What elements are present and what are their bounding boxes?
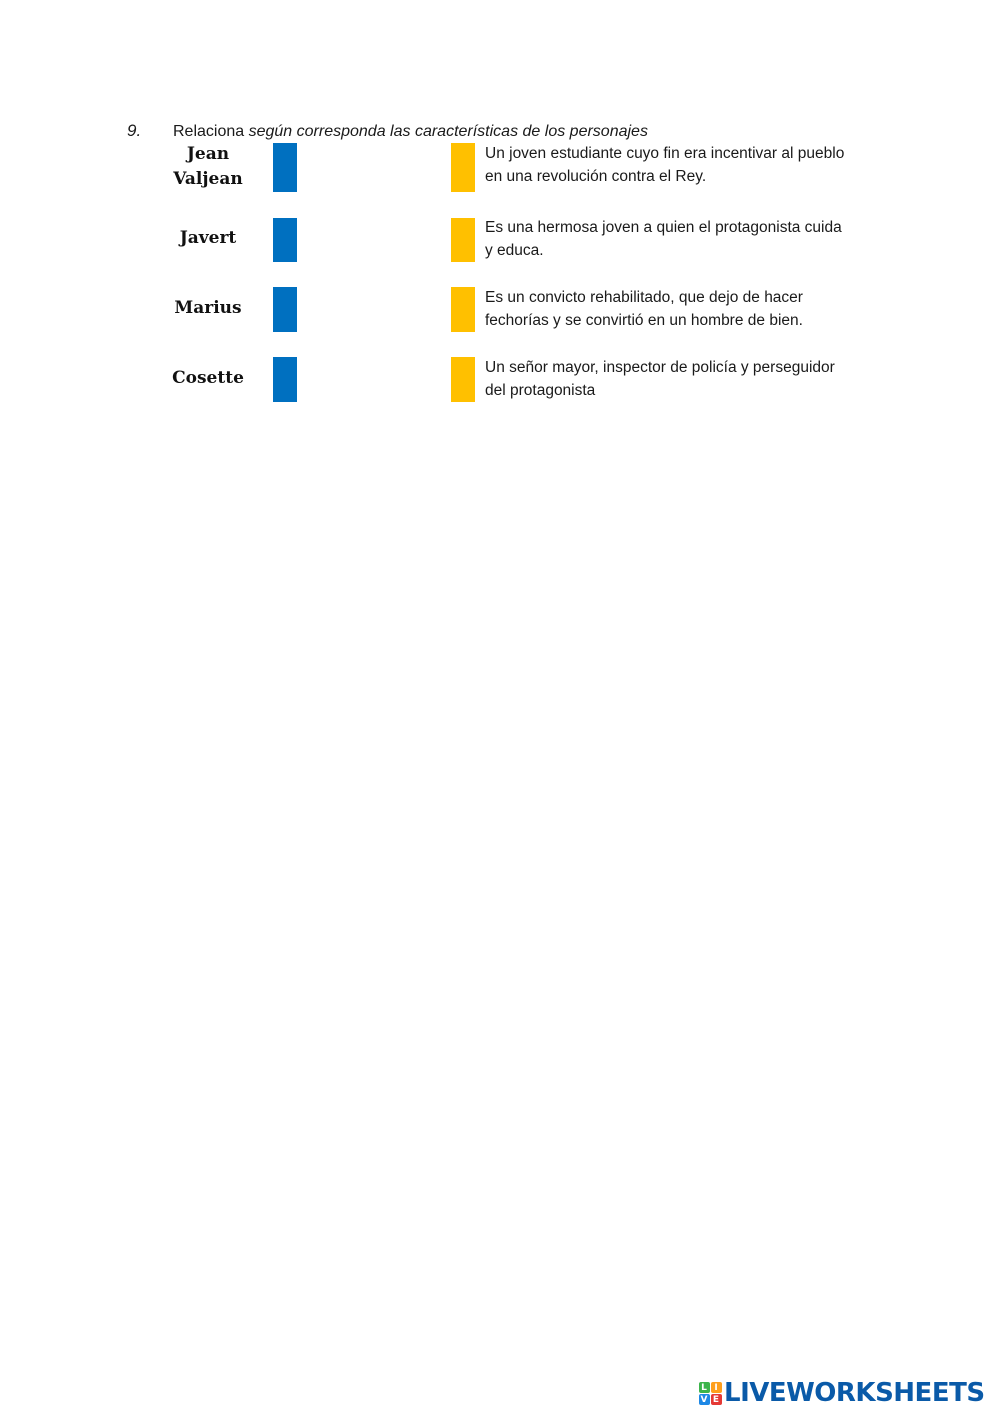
logo-letter: I	[711, 1382, 722, 1393]
description-text: Es un convicto rehabilitado, que dejo de hacer fechorías y se convirtió en un hombre de bien.	[485, 289, 803, 329]
question-heading	[127, 121, 648, 142]
character-name-marius: Marius	[174, 298, 242, 318]
liveworksheets-brand	[698, 1378, 985, 1408]
character-match-box[interactable]	[273, 287, 297, 332]
description-match-box[interactable]	[451, 218, 475, 262]
character-match-box[interactable]	[273, 218, 297, 262]
brand-name: LIVEWORKSHEETS	[724, 1378, 985, 1408]
character-name-javert: Javert	[179, 228, 237, 248]
description-match-box[interactable]	[451, 357, 475, 402]
character-name-jean-valjean: Jean Valjean	[173, 144, 243, 189]
character-name-cosette: Cosette	[172, 368, 244, 388]
question-number: 9.	[127, 121, 142, 140]
description-text: Es una hermosa joven a quien el protagonista cuida y educa.	[485, 219, 842, 259]
question-text: Relaciona	[173, 123, 249, 140]
description-text: Un señor mayor, inspector de policía y perseguidor del protagonista	[485, 359, 835, 399]
description-match-box[interactable]	[451, 143, 475, 192]
character-match-box[interactable]	[273, 357, 297, 402]
logo-letter: L	[699, 1382, 710, 1393]
logo-letter: E	[711, 1394, 722, 1405]
description-match-box[interactable]	[451, 287, 475, 332]
question-text-italic: según corresponda las características de los personajes	[248, 123, 648, 140]
description-text: Un joven estudiante cuyo fin era incentivar al pueblo en una revolución contra el Rey.	[485, 145, 845, 185]
liveworksheets-logo-icon	[698, 1381, 722, 1405]
character-match-box[interactable]	[273, 143, 297, 192]
logo-letter: V	[699, 1394, 710, 1405]
